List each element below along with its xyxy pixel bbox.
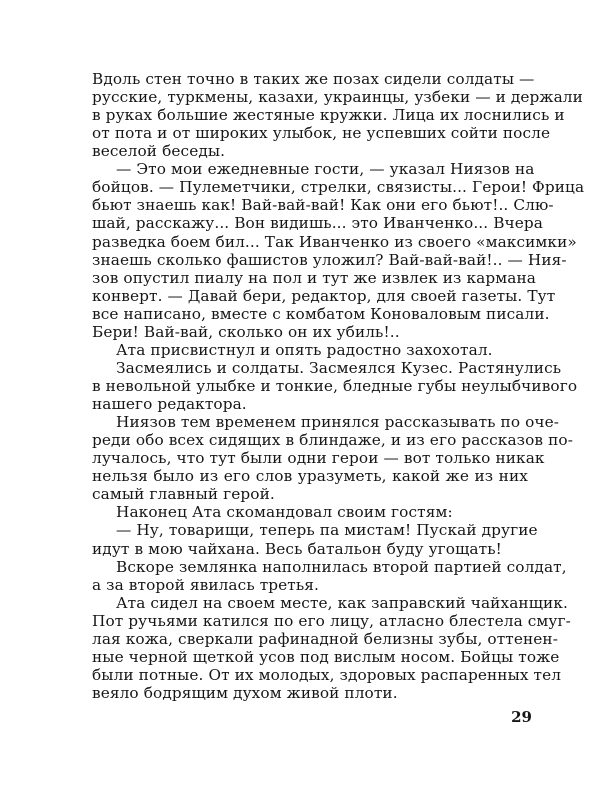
text-line: в руках большие жестяные кружки. Лица их лоснились и [92, 106, 565, 125]
text-line: Пот ручьями катился по его лицу, атласно блестела смуг- [92, 611, 571, 630]
page-number: 29 [511, 708, 532, 726]
text-line: конверт. — Давай бери, редактор, для своей газеты. Тут [92, 286, 556, 305]
text-line: реди обо всех сидящих в блиндаже, и из его рассказов по- [92, 431, 573, 450]
text-line: Ата присвистнул и опять радостно захохотал. [116, 340, 493, 359]
text-line: идут в мою чайхана. Весь батальон буду угощать! [92, 539, 502, 558]
text-line: ные черной щеткой усов под вислым носом. Бойцы тоже [92, 647, 560, 666]
text-line: Ниязов тем временем принялся рассказывать по оче- [116, 413, 560, 432]
text-line: в невольной улыбке и тонкие, бледные губы неулыбчивого [92, 377, 578, 395]
text-line: все написано, вместе с комбатом Коноваловым писали. [92, 304, 550, 323]
text-line: веяло бодрящим духом живой плоти. [92, 684, 398, 702]
text-line: веселой беседы. [92, 142, 226, 161]
text-line: знаешь сколько фашистов уложил? Вай-вай-вай!.. — Ния- [92, 250, 567, 269]
text-line: Засмеялись и солдаты. Засмеялся Кузес. Растянулись [116, 358, 562, 377]
text-line: нельзя было из его слов уразуметь, какой же из них [92, 467, 528, 486]
text-line: Вдоль стен точно в таких же позах сидели солдаты — [92, 70, 535, 88]
text-line: Ата сидел на своем месте, как заправский чайханщик. [116, 593, 568, 612]
text-line: лучалось, что тут были одни герои — вот только никак [92, 449, 545, 468]
text-line: разведка боем бил... Так Иванченко из своего «максимки» [92, 232, 577, 251]
text-line: а за второй явилась третья. [92, 575, 320, 594]
text-line: самый главный герой. [92, 485, 275, 504]
text-line: были потные. От их молодых, здоровых распаренных тел [92, 665, 562, 684]
text-line: Наконец Ата скомандовал своим гостям: [116, 503, 453, 522]
text-line: — Ну, товарищи, теперь па мистам! Пускай другие [116, 521, 538, 540]
text-line: русские, туркмены, казахи, украинцы, узбеки — и держали [92, 88, 583, 107]
text-line: — Это мои ежедневные гости, — указал Ниязов на [116, 160, 535, 179]
text-line: бьют знаешь как! Вай-вай-вай! Как они его бьют!.. Слю- [92, 196, 554, 215]
text-line: Бери! Вай-вай, сколько он их убиль!.. [92, 322, 400, 341]
text-line: Вскоре землянка наполнилась второй партией солдат, [116, 557, 567, 576]
text-line: лая кожа, сверкали рафинадной белизны зубы, оттенен- [92, 629, 558, 648]
text-line: шай, расскажу... Вон видишь... это Иванченко... Вчера [92, 214, 544, 233]
text-line: нашего редактора. [92, 395, 247, 414]
text-line: зов опустил пиалу на пол и тут же извлек из кармана [92, 268, 536, 287]
text-line: бойцов. — Пулеметчики, стрелки, связисты... Герои! Фрица [92, 178, 585, 197]
text-line: от пота и от широких улыбок, не успевших сойти после [92, 124, 551, 143]
